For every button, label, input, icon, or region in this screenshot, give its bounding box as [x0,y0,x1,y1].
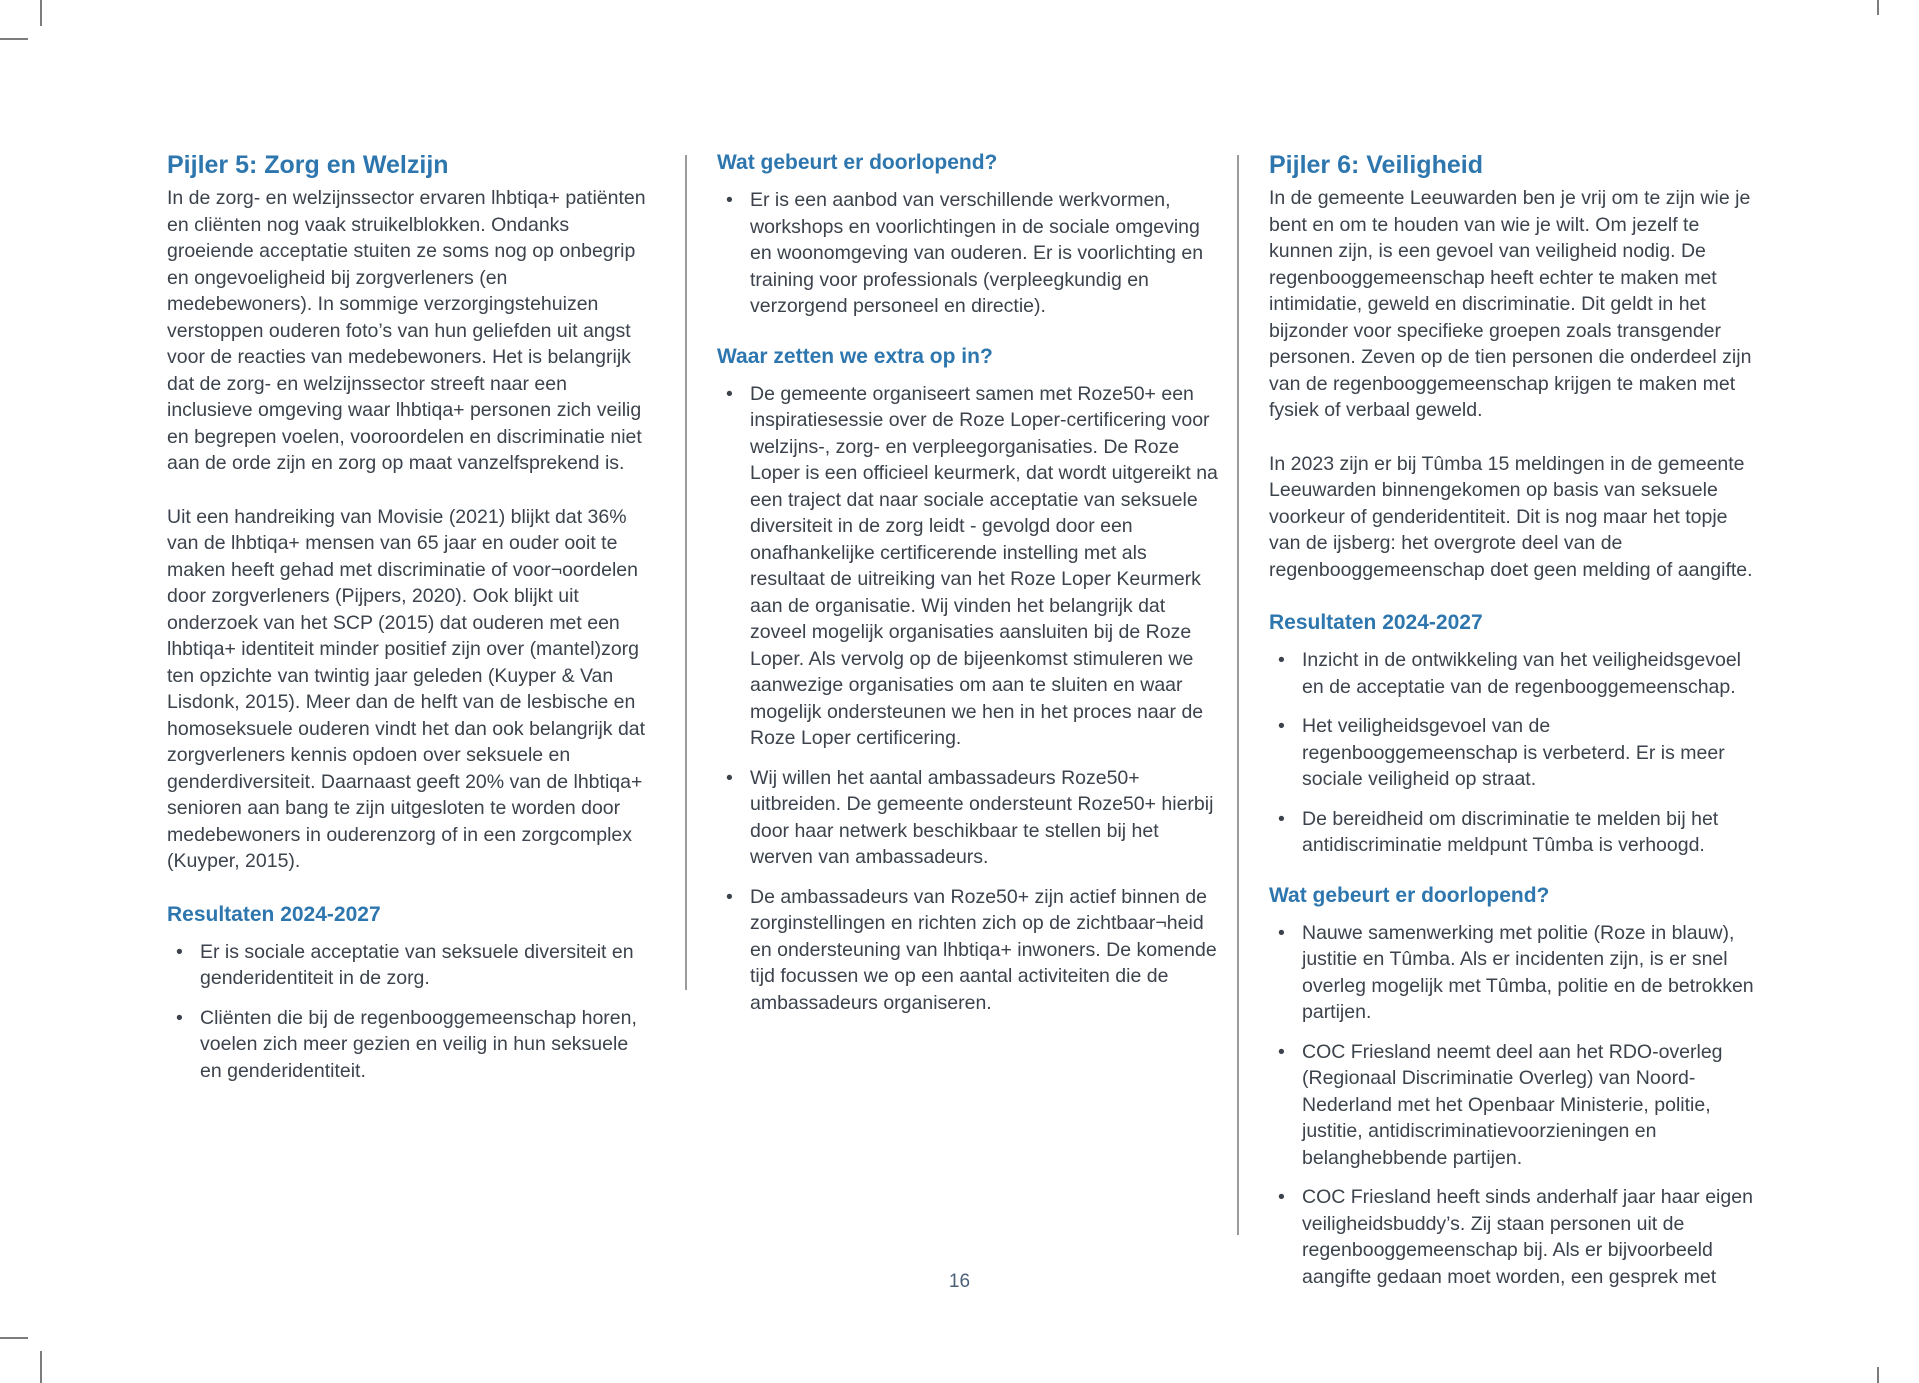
list-item: • Er is een aanbod van verschillende werkvormen, workshops en voorlichtingen in de sociale omgeving en woonomgeving van ouderen. Er is voorlichting en training voor professionals (verpleegkundig en verzorgend personeel en directie). [717,187,1219,320]
pijler-6-paragraph-2: In 2023 zijn er bij Tûmba 15 meldingen in de gemeente Leeuwarden binnengekomen op basis van seksuele voorkeur of genderidentiteit. Dit is nog maar het topje van de ijsberg: het overgrote deel van de regenbooggemeenschap doet geen melding of aangifte. [1269,452,1753,581]
column-pijler-5 [167,150,647,1084]
pijler-5-resultaten-list [167,939,647,1085]
list-item: • Er is sociale acceptatie van seksuele diversiteit en genderidentiteit in de zorg. [167,939,647,992]
pijler-6-resultaten-list [1269,647,1761,859]
crop-mark-bottom-left-horizontal [0,1337,28,1339]
list-item: • COC Friesland heeft sinds anderhalf jaar haar eigen veiligheidsbuddy’s. Zij staan personen uit de regenbooggemeenschap bij. Als er bijvoorbeeld aangifte gedaan moet worden, een gesprek met [1269,1184,1761,1290]
list-item: • Cliënten die bij de regenbooggemeenschap horen, voelen zich meer gezien en veilig in hun seksuele en genderidentiteit. [167,1005,647,1085]
pijler-5-paragraph-2: Uit een handreiking van Movisie (2021) blijkt dat 36% van de lhbtiqa+ mensen van 65 jaar en ouder ooit te maken heeft gehad met discriminatie of voor¬oordelen door zorgverleners (Pijpers, 2020). Ook blijkt uit onderzoek van het SCP (2015) dat ouderen met een lhbtiqa+ identiteit minder positief zijn over (mantel)zorg ten opzichte van twintig jaar geleden (Kuyper & Van Lisdonk, 2015). Meer dan de helft van de lesbische en homoseksuele ouderen vindt het dan ook belangrijk dat zorgverleners kennis opdoen over seksuele en genderdiversiteit. Daarnaast geeft 20% van de lhbtiqa+ senioren aan bang te zijn uitgesloten te worden door medebewoners in ouderenzorg of in een zorgcomplex (Kuyper, 2015). [167,505,646,872]
column-pijler-6 [1269,150,1761,1290]
list-item: • Nauwe samenwerking met politie (Roze in blauw), justitie en Tûmba. Als er incidenten zijn, is er snel overleg mogelijk met Tûmba, politie en de betrokken partijen. [1269,920,1761,1026]
crop-mark-top-right-vertical [1877,0,1879,15]
pijler-6-doorlopend-heading: Wat gebeurt er doorlopend? [1269,883,1550,907]
column-doorlopend-extra [717,150,1219,1016]
pijler-6-doorlopend-list [1269,920,1761,1291]
pijler-5-paragraph-1: In de zorg- en welzijnssector ervaren lhbtiqa+ patiënten en cliënten nog vaak struikelblokken. Ondanks groeiende acceptatie stuiten ze soms nog op onbegrip en ongevoeligheid bij zorgverleners (en medebewoners). In sommige verzorgingstehuizen verstoppen ouderen foto’s van hun geliefden uit angst voor de reacties van medebewoners. Het is belangrijk dat de zorg- en welzijnssector streeft naar een inclusieve omgeving waar lhbtiqa+ personen zich veilig en begrepen voelen, vooroordelen en discriminatie niet aan de orde zijn en zorg op maat vanzelfsprekend is. [167,187,646,474]
crop-mark-bottom-right-vertical [1877,1367,1879,1383]
extra-list [717,381,1219,1017]
pijler-6-paragraph-1: In de gemeente Leeuwarden ben je vrij om te zijn wie je bent en om te houden van wie je wilt. Om jezelf te kunnen zijn, is een gevoel van veiligheid nodig. De regenbooggemeenschap heeft echter te maken met intimidatie, geweld en discriminatie. Dit geldt in het bijzonder voor specifieke groepen zoals transgender personen. Zeven op de tien personen die onderdeel zijn van de regenbooggemeenschap krijgen te maken met fysiek of verbaal geweld. [1269,187,1752,421]
column-divider-right [1237,155,1239,1235]
crop-mark-top-left-vertical [40,0,42,26]
extra-heading: Waar zetten we extra op in? [717,344,993,368]
column-divider-left [685,155,687,990]
pijler-6-resultaten-heading: Resultaten 2024-2027 [1269,611,1483,634]
list-item: • COC Friesland neemt deel aan het RDO-overleg (Regionaal Discriminatie Overleg) van Noord-Nederland met het Openbaar Ministerie, politie, justitie, antidiscriminatievoorzieningen en belanghebbende partijen. [1269,1039,1761,1172]
list-item: • Inzicht in de ontwikkeling van het veiligheidsgevoel en de acceptatie van de regenbooggemeenschap. [1269,647,1761,700]
list-item: • Het veiligheidsgevoel van de regenbooggemeenschap is verbeterd. Er is meer sociale veiligheid op straat. [1269,713,1761,793]
pijler-6-heading: Pijler 6: Veiligheid [1269,151,1483,179]
list-item: • De gemeente organiseert samen met Roze50+ een inspiratiesessie over de Roze Loper-certificering voor welzijns-, zorg- en verpleegorganisaties. De Roze Loper is een officieel keurmerk, dat wordt uitgereikt na een traject dat naar sociale acceptatie van seksuele diversiteit in de zorg leidt - gevolgd door een onafhankelijke certificerende instelling met als resultaat de uitreiking van het Roze Loper Keurmerk aan de organisatie. Wij vinden het belangrijk dat zoveel mogelijk organisaties aansluiten bij de Roze Loper. Als vervolg op de bijeenkomst stimuleren we aanwezige organisaties om aan te sluiten en waar mogelijk ondersteunen we hen in het proces naar de Roze Loper certificering. [717,381,1219,752]
page-number: 16 [948,1271,971,1292]
list-item: • De bereidheid om discriminatie te melden bij het antidiscriminatie meldpunt Tûmba is verhoogd. [1269,806,1761,859]
crop-mark-bottom-left-vertical [40,1351,42,1383]
crop-mark-top-left-horizontal [0,38,28,40]
pijler-5-resultaten-heading: Resultaten 2024-2027 [167,902,381,926]
pijler-5-heading: Pijler 5: Zorg en Welzijn [167,151,449,179]
doorlopend-list [717,187,1219,320]
list-item: • Wij willen het aantal ambassadeurs Roze50+ uitbreiden. De gemeente ondersteunt Roze50+ hierbij door haar netwerk beschikbaar te stellen bij het werven van ambassadeurs. [717,765,1219,871]
doorlopend-heading: Wat gebeurt er doorlopend? [717,151,998,174]
list-item: • De ambassadeurs van Roze50+ zijn actief binnen de zorginstellingen en richten zich op de zichtbaar¬heid en ondersteuning van lhbtiqa+ inwoners. De komende tijd focussen we op een aantal activiteiten die de ambassadeurs organiseren. [717,884,1219,1017]
